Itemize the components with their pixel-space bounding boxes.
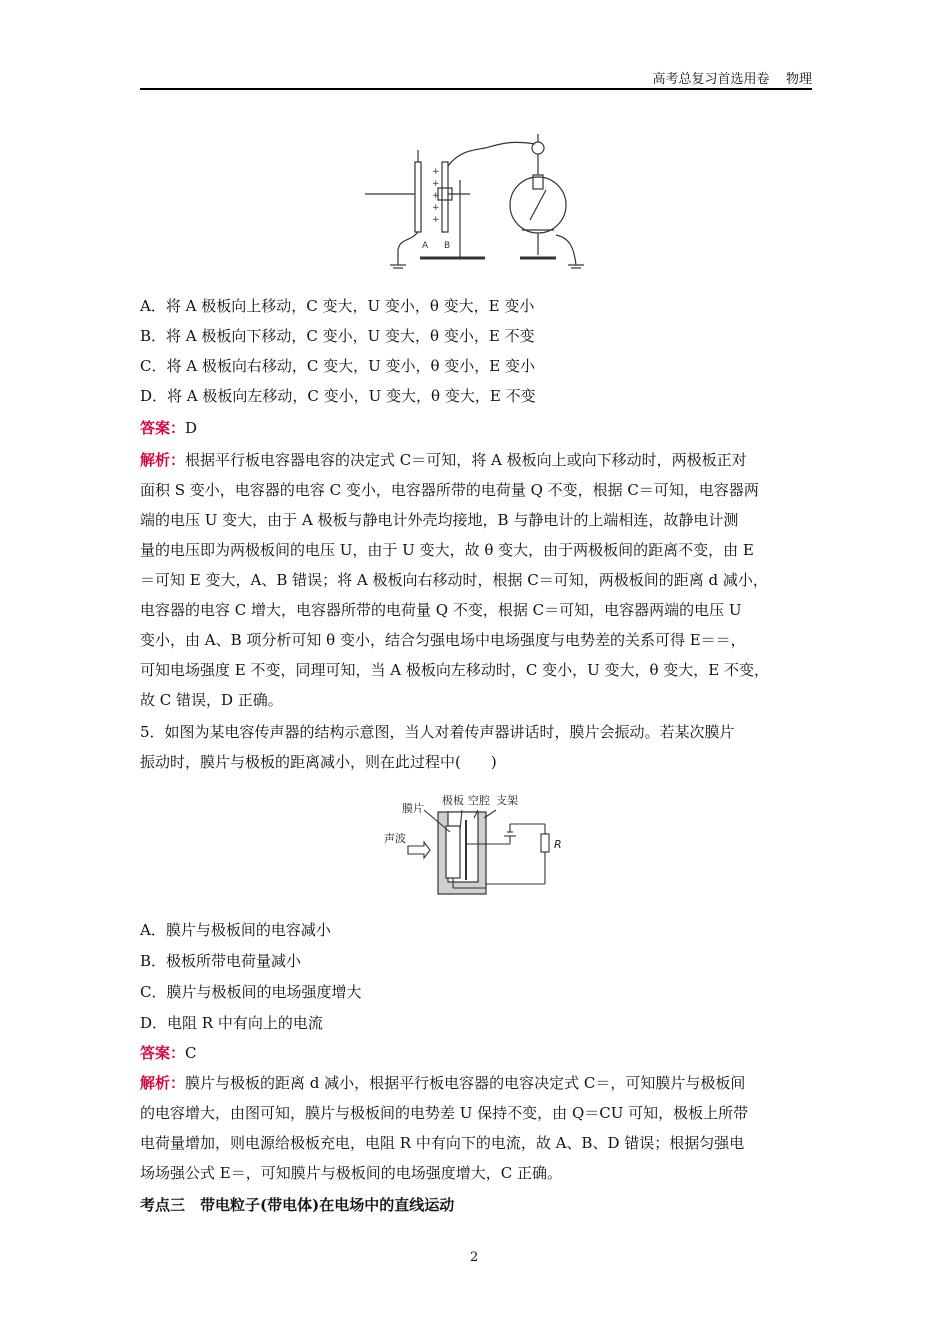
q5-analysis-line bbox=[140, 1073, 745, 1093]
q4-answer bbox=[140, 418, 197, 438]
label-b: B bbox=[444, 241, 451, 251]
label-resistor: R bbox=[554, 838, 562, 851]
q4-analysis-line: 面积 S 变小，电容器的电容 C 变小，电容器所带的电荷量 Q 不变，根据 C＝可知，电容器两 bbox=[140, 481, 759, 499]
q5-option-a: A．膜片与极板间的电容减小 bbox=[140, 921, 331, 939]
capacitor-electrometer-figure bbox=[360, 130, 600, 275]
analysis-label: 解析： bbox=[140, 451, 186, 469]
q5-option-c: C．膜片与极板间的电场强度增大 bbox=[140, 983, 362, 1001]
q5-analysis-line: 场场强公式 E＝，可知膜片与极板间的电场强度增大，C 正确。 bbox=[140, 1164, 562, 1182]
q4-option-a: A．将 A 极板向上移动，C 变大，U 变小，θ 变大，E 变小 bbox=[140, 297, 535, 315]
q4-option-b: B．将 A 极板向下移动，C 变小，U 变大，θ 变小，E 不变 bbox=[140, 327, 535, 345]
label-membrane: 膜片 bbox=[402, 802, 424, 815]
q5-stem-line: 5．如图为某电容传声器的结构示意图，当人对着传声器讲话时，膜片会振动。若某次膜片 bbox=[140, 723, 735, 741]
q4-option-d: D．将 A 极板向左移动，C 变小，U 变大，θ 变大，E 不变 bbox=[140, 387, 536, 405]
label-cavity: 空腔 bbox=[468, 794, 490, 807]
answer-label: 答案： bbox=[140, 419, 186, 437]
page-header bbox=[140, 70, 812, 90]
label-a: A bbox=[422, 241, 429, 251]
q5-analysis-line: 电荷量增加，则电源给极板充电，电阻 R 中有向下的电流，故 A、B、D 错误；根据匀强电 bbox=[140, 1134, 745, 1152]
q4-analysis-line: 量的电压即为两极板间的电压 U，由于 U 变大，故 θ 变大，由于两极板间的距离不变，由 E bbox=[140, 541, 754, 559]
plus-sign: + bbox=[432, 179, 440, 189]
plus-sign: + bbox=[432, 191, 440, 201]
analysis-label: 解析： bbox=[140, 1074, 186, 1092]
q4-analysis-line bbox=[140, 450, 747, 470]
q4-analysis-line: 端的电压 U 变大，由于 A 极板与静电计外壳均接地，B 与静电计的上端相连，故静电计测 bbox=[140, 511, 739, 529]
analysis-text: 根据平行板电容器电容的决定式 C＝可知，将 A 极板向上或向下移动时，两极板正对 bbox=[185, 451, 747, 469]
q4-option-c: C．将 A 极板向右移动，C 变大，U 变小，θ 变小，E 变小 bbox=[140, 357, 536, 375]
q4-analysis-line: ＝可知 E 变大，A、B 错误；将 A 极板向右移动时，根据 C＝可知，两极板间的距离 d 减小， bbox=[140, 571, 768, 589]
q4-analysis-line: 变小，由 A、B 项分析可知 θ 变小，结合匀强电场中电场强度与电势差的关系可得 E＝＝， bbox=[140, 631, 746, 649]
q4-analysis-line: 故 C 错误，D 正确。 bbox=[140, 691, 283, 709]
q5-option-b: B．极板所带电荷量减小 bbox=[140, 952, 302, 970]
q5-analysis-line: 的电容增大，由图可知，膜片与极板间的电势差 U 保持不变，由 Q＝CU 可知，极板上所带 bbox=[140, 1104, 749, 1122]
section-title: 考点三 带电粒子(带电体)在电场中的直线运动 bbox=[140, 1196, 455, 1214]
microphone-figure bbox=[380, 792, 570, 900]
plus-sign: + bbox=[432, 203, 440, 213]
label-support: 支架 bbox=[496, 794, 518, 807]
label-sound-wave: 声波 bbox=[384, 832, 406, 845]
q4-analysis-line: 电容器的电容 C 增大，电容器所带的电荷量 Q 不变，根据 C＝可知，电容器两端的电压 U bbox=[140, 601, 742, 619]
header-title: 高考总复习首选用卷 物理 bbox=[652, 72, 812, 87]
plus-sign: + bbox=[432, 167, 440, 177]
label-plate: 极板 bbox=[442, 794, 464, 807]
analysis-text: 膜片与极板的距离 d 减小，根据平行板电容器的电容决定式 C＝，可知膜片与极板间 bbox=[185, 1074, 746, 1092]
q5-option-d: D．电阻 R 中有向上的电流 bbox=[140, 1014, 323, 1032]
plus-sign: + bbox=[432, 215, 440, 225]
page-number: 2 bbox=[470, 1250, 479, 1265]
answer-value: D bbox=[185, 419, 198, 437]
answer-value: C bbox=[185, 1044, 197, 1062]
answer-label: 答案： bbox=[140, 1044, 186, 1062]
q4-analysis-line: 可知电场强度 E 不变，同理可知，当 A 极板向左移动时，C 变小，U 变大，θ 变大，E 不变， bbox=[140, 661, 770, 679]
q5-answer bbox=[140, 1043, 197, 1063]
q5-stem-line: 振动时，膜片与极板的距离减小，则在此过程中( ) bbox=[140, 753, 497, 771]
